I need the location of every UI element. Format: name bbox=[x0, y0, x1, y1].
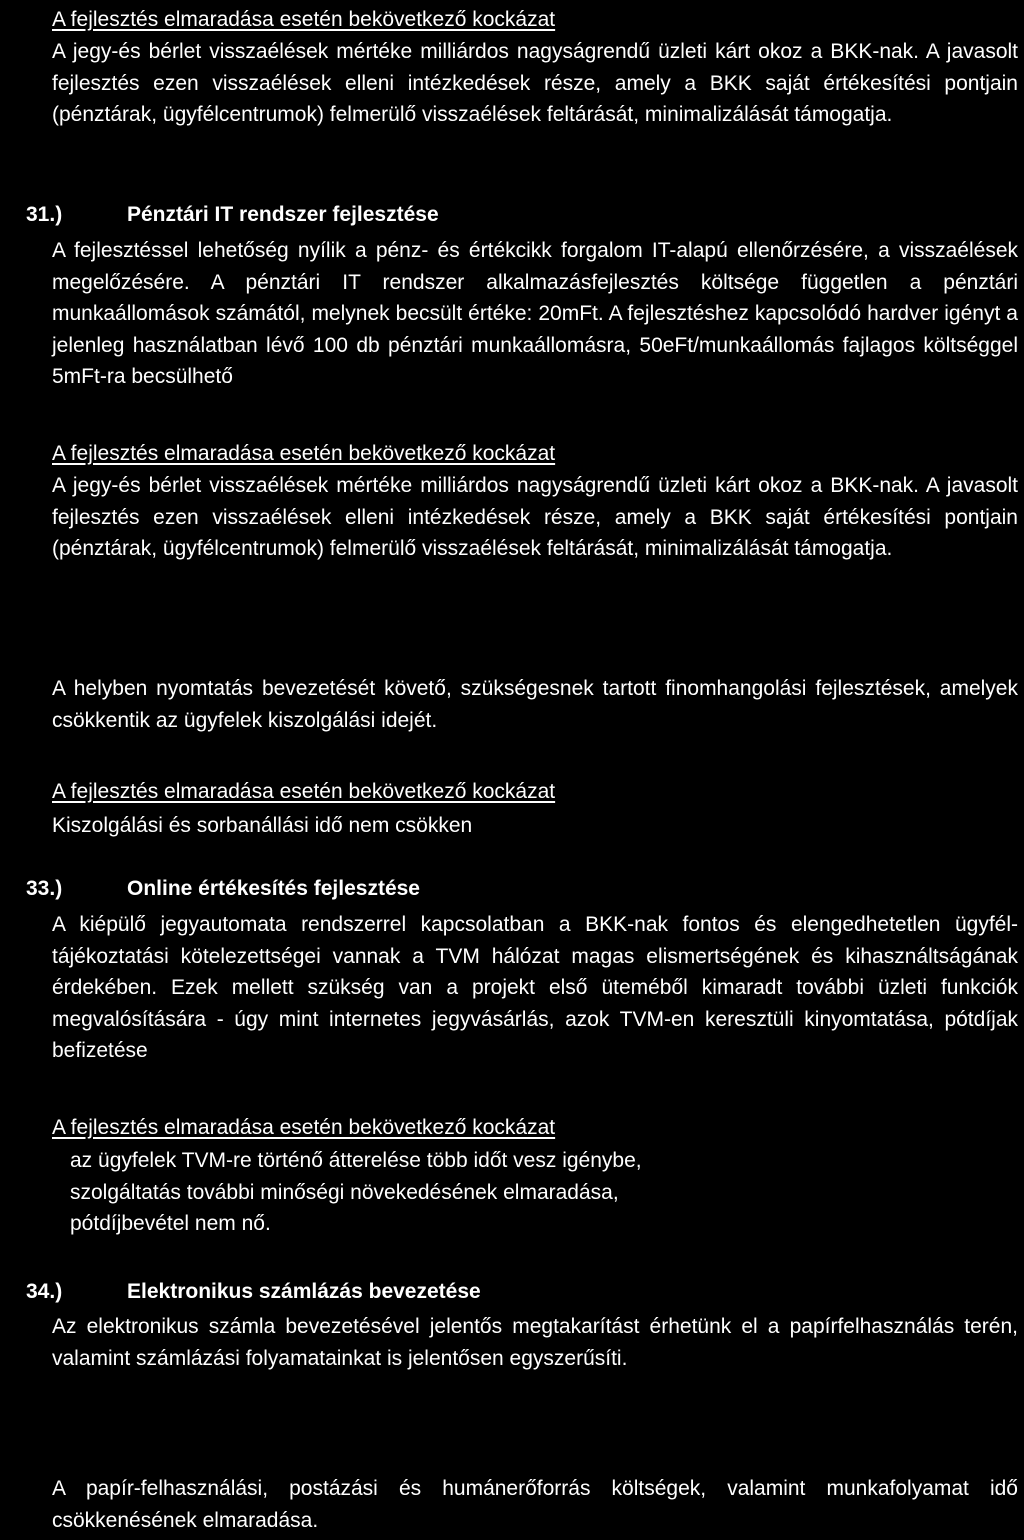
risk-heading-33-text: A fejlesztés elmaradása esetén bekövetkező kockázat bbox=[52, 1116, 556, 1139]
section-31-heading bbox=[26, 199, 1016, 231]
risk-list-33 bbox=[52, 1145, 1024, 1240]
risk-heading-32 bbox=[52, 776, 1018, 808]
section-33-number: 33.) bbox=[26, 877, 63, 900]
section-34-body: Az elektronikus számla bevezetésével jelentős megtakarítást érhetünk el a papírfelhasználás terén, valamint számlázási folyamatainkat is jelentősen egyszerűsíti. bbox=[52, 1315, 1018, 1370]
section-31-body: A fejlesztéssel lehetőség nyílik a pénz- és értékcikk forgalom IT-alapú ellenőrzésére, a visszaélések megelőzésére. A pénztári IT rendszer alkalmazásfejlesztés költsége független a pénztári munkaállomások számától, melynek becsült értéke: 20mFt. A fejlesztéshez kapcsolódó hardver igényt a jelenleg használatban lévő 100 db pénztári munkaállomásra, 50eFt/munkaállomás fajlagos költséggel 5mFt-ra becsülhető bbox=[52, 239, 1018, 388]
risk-text-32: Kiszolgálási és sorbanállási idő nem csökken bbox=[52, 814, 473, 837]
section-34-heading bbox=[26, 1276, 1016, 1308]
section-34-number: 34.) bbox=[26, 1280, 63, 1303]
section-31-title: Pénztári IT rendszer fejlesztése bbox=[127, 203, 439, 226]
risk-line: az ügyfelek TVM-re történő átterelése több időt vesz igénybe, bbox=[70, 1149, 642, 1172]
risk-text-34: A papír-felhasználási, postázási és humánerőforrás költségek, valamint munkafolyamat idő csökkenésének elmaradása. bbox=[52, 1477, 1018, 1532]
section-31-number: 31.) bbox=[26, 203, 63, 226]
section-32-body: A helyben nyomtatás bevezetését követő, szükségesnek tartott finomhangolási fejlesztések, amelyek csökkentik az ügyfelek kiszolgálási idejét. bbox=[52, 677, 1018, 732]
risk-heading-30-text: A fejlesztés elmaradása esetén bekövetkező kockázat bbox=[52, 8, 556, 31]
section-33-heading bbox=[26, 873, 1016, 905]
risk-heading-30 bbox=[52, 4, 1018, 36]
risk-heading-31 bbox=[52, 438, 1018, 470]
section-33-title: Online értékesítés fejlesztése bbox=[127, 877, 420, 900]
risk-line: szolgáltatás további minőségi növekedésének elmaradása, bbox=[70, 1180, 619, 1204]
risk-heading-31-text: A fejlesztés elmaradása esetén bekövetkező kockázat bbox=[52, 442, 556, 465]
section-33-body: A kiépülő jegyautomata rendszerrel kapcsolatban a BKK-nak fontos és elengedhetetlen ügyfél-tájékoztatási kötelezettségei vannak a TVM hálózat magas elismertségének és kihasználtságának érdekében. Ezek mellett szükség van a projekt első üteméből kimaradt további üzleti funkciók megvalósítására - úgy mint internetes jegyvásárlás, azok TVM-en keresztüli kinyomtatása, pótdíjak befizetése bbox=[52, 913, 1018, 1062]
risk-text-30: A jegy-és bérlet visszaélések mértéke milliárdos nagyságrendű üzleti kárt okoz a BKK-nak. A javasolt fejlesztés ezen visszaélések elleni intézkedések része, amely a BKK saját értékesítési pontjain (pénztárak, ügyfélcentrumok) felmerülő visszaélések feltárását, minimalizálását támogatja. bbox=[52, 40, 1018, 126]
risk-heading-33 bbox=[52, 1112, 1018, 1144]
risk-line: pótdíjbevétel nem nő. bbox=[70, 1212, 271, 1235]
section-34-title: Elektronikus számlázás bevezetése bbox=[127, 1280, 481, 1303]
risk-text-31: A jegy-és bérlet visszaélések mértéke milliárdos nagyságrendű üzleti kárt okoz a BKK-nak. A javasolt fejlesztés ezen visszaélések elleni intézkedések része, amely a BKK saját értékesítési pontjain (pénztárak, ügyfélcentrumok) felmerülő visszaélések feltárását, minimalizálását támogatja. bbox=[52, 474, 1018, 560]
risk-heading-32-text: A fejlesztés elmaradása esetén bekövetkező kockázat bbox=[52, 780, 556, 803]
